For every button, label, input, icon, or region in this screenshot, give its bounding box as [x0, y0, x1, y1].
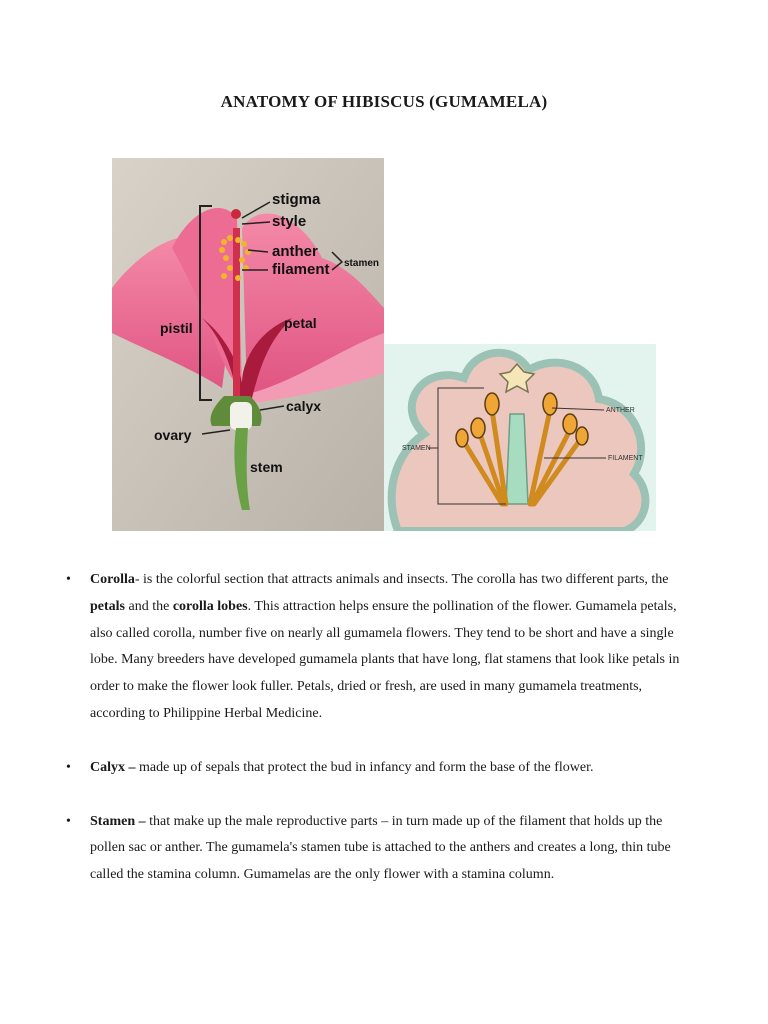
label-ovary: ovary [154, 427, 192, 443]
label-stem: stem [250, 459, 283, 475]
term-petals: petals [90, 598, 125, 614]
label-pistil: pistil [160, 320, 193, 336]
corolla-text-1: - is the colorful section that attracts animals and insects. The corolla has two different parts, the [134, 572, 669, 587]
diagram-label-stamen: STAMEN [402, 445, 431, 452]
bullet-dot: • [66, 572, 71, 587]
corolla-text-2: and the [125, 598, 173, 614]
term-calyx: Calyx – [90, 759, 136, 775]
label-anther: anther [272, 243, 318, 260]
stamen-text-1: that make up the male reproductive parts – in turn made up of the filament that holds up the [145, 813, 663, 829]
label-stamen: stamen [344, 258, 380, 269]
list-item-corolla [62, 567, 682, 728]
calyx-text: made up of sepals that protect the bud in infancy and form the base of the flower. [135, 759, 594, 775]
list-item-calyx [62, 755, 682, 782]
label-stigma: stigma [272, 191, 321, 208]
term-corolla: Corolla [90, 572, 135, 587]
bullet-dot: • [66, 813, 71, 829]
stamen-diagram [384, 344, 656, 531]
bullet-list [62, 567, 682, 889]
diagram-label-anther: ANTHER [606, 407, 635, 414]
label-petal: petal [284, 315, 317, 331]
list-item-stamen [62, 809, 682, 889]
hibiscus-photo [112, 158, 384, 531]
term-corolla-lobes: corolla lobes [172, 598, 248, 614]
stamen-text-anther: or anther. [146, 840, 203, 856]
page-title: ANATOMY OF HIBISCUS (GUMAMELA) [220, 92, 548, 111]
corolla-text-3: . This attraction helps ensure the pollination of the flower. Gumamela petals, also called corolla, number five on nearly all gumamela flowers. They tend to be short and have a single lobe. Many breeders have developed gumamela plants that have long, flat stamens that look like petals in order to make the flower look fuller. Petals, dried or fresh, are used in many gumamela treatments, according to Philippine Herbal Medicine. [90, 598, 680, 721]
label-calyx: calyx [286, 398, 322, 414]
bullet-dot: • [66, 759, 71, 775]
diagram-label-filament: FILAMENT [608, 455, 643, 462]
term-stamen: Stamen – [90, 813, 146, 829]
stamen-text-2: The gumamela's stamen tube is attached to the anthers and creates a long, thin tube called the stamina column. Gumamelas are the only flower with a stamina column. [90, 840, 671, 883]
label-filament: filament [272, 261, 330, 278]
label-style: style [272, 213, 307, 230]
stamen-text-pollen-sac: pollen sac [90, 840, 147, 856]
